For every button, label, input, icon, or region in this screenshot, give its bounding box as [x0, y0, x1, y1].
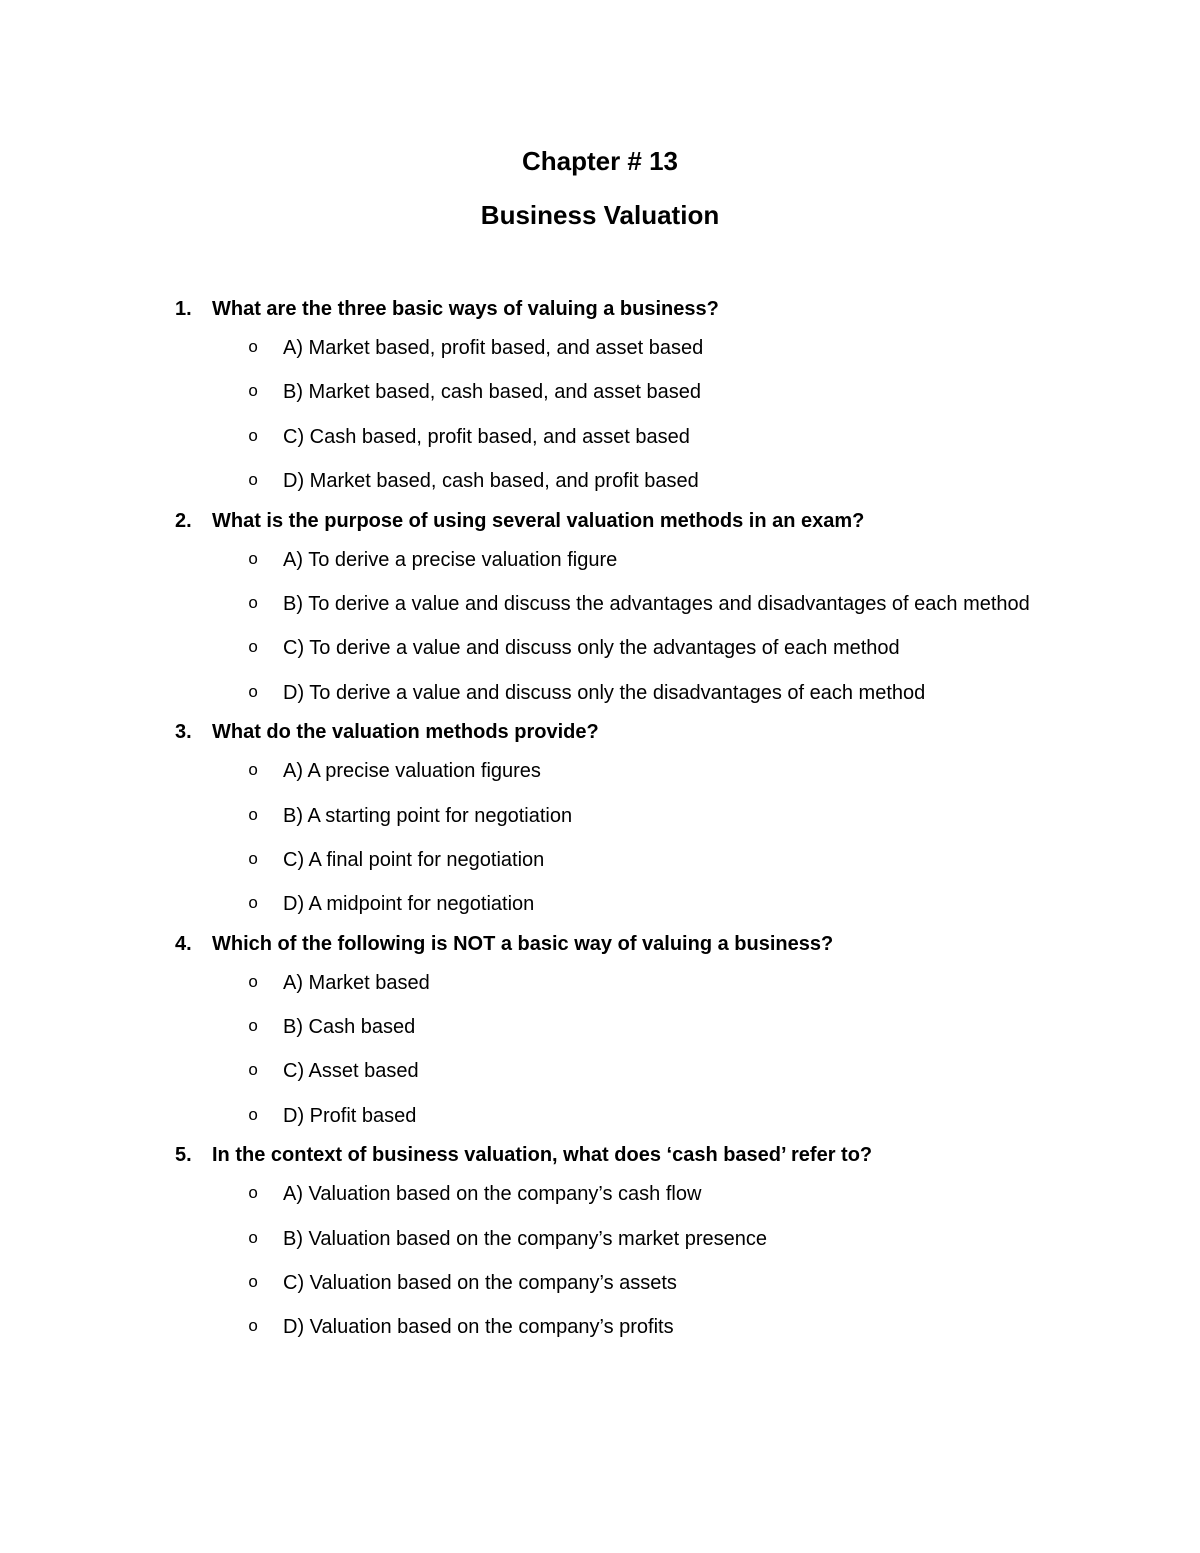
option-list	[0, 538, 1200, 716]
option-item	[0, 415, 1200, 459]
bullet-icon: o	[248, 1106, 259, 1126]
option-text: B) A starting point for negotiation	[283, 804, 573, 827]
question-item	[0, 504, 1200, 716]
question-item	[0, 927, 1200, 1139]
bullet-icon: o	[248, 383, 259, 403]
option-text: C) Valuation based on the company’s assets	[283, 1272, 677, 1295]
question-item	[0, 292, 1200, 504]
option-text: D) Valuation based on the company’s profits	[283, 1316, 674, 1339]
bullet-icon: o	[248, 1274, 259, 1294]
option-item	[0, 1261, 1200, 1305]
option-item	[0, 1305, 1200, 1349]
question-list	[0, 292, 1200, 1350]
bullet-icon: o	[248, 973, 259, 993]
question-item	[0, 715, 1200, 927]
question-number: 3.	[175, 721, 192, 744]
question-text: In the context of business valuation, what does ‘cash based’ refer to?	[212, 1144, 873, 1167]
option-item	[0, 1049, 1200, 1093]
option-text: B) Valuation based on the company’s market presence	[283, 1227, 767, 1250]
bullet-icon: o	[248, 550, 259, 570]
option-item	[0, 1005, 1200, 1049]
option-text: D) A midpoint for negotiation	[283, 893, 535, 916]
option-list	[0, 961, 1200, 1139]
option-item	[0, 961, 1200, 1005]
option-text: B) Market based, cash based, and asset based	[283, 381, 702, 404]
option-item	[0, 838, 1200, 882]
chapter-heading: Chapter # 13	[521, 146, 679, 176]
option-item	[0, 538, 1200, 582]
option-text: C) A final point for negotiation	[283, 848, 545, 871]
bullet-icon: o	[248, 594, 259, 614]
option-text: A) Market based	[283, 971, 430, 994]
bullet-icon: o	[248, 639, 259, 659]
option-text: B) Cash based	[283, 1016, 416, 1039]
bullet-icon: o	[248, 1062, 259, 1082]
question-number: 2.	[175, 509, 192, 532]
question-text: Which of the following is NOT a basic way of valuing a business?	[212, 932, 834, 955]
option-text: D) To derive a value and discuss only the disadvantages of each method	[283, 681, 926, 704]
option-item	[0, 626, 1200, 670]
option-item	[0, 749, 1200, 793]
option-text: C) Asset based	[283, 1060, 419, 1083]
option-text: A) To derive a precise valuation figure	[283, 548, 618, 571]
bullet-icon: o	[248, 850, 259, 870]
option-item	[0, 1094, 1200, 1138]
bullet-icon: o	[248, 1018, 259, 1038]
bullet-icon: o	[248, 762, 259, 782]
question-number: 4.	[175, 932, 192, 955]
option-text: A) Valuation based on the company’s cash flow	[283, 1183, 702, 1206]
option-text: A) Market based, profit based, and asset based	[283, 337, 704, 359]
option-item	[0, 326, 1200, 370]
option-item	[0, 1172, 1200, 1216]
bullet-icon: o	[248, 683, 259, 703]
option-item	[0, 459, 1200, 503]
bullet-icon: o	[248, 339, 259, 358]
option-list	[0, 749, 1200, 927]
bullet-icon: o	[248, 806, 259, 826]
option-text: D) Market based, cash based, and profit based	[283, 470, 699, 493]
question-number: 5.	[175, 1144, 192, 1167]
bullet-icon: o	[248, 472, 259, 492]
option-text: A) A precise valuation figures	[283, 760, 541, 783]
option-item	[0, 794, 1200, 838]
option-list	[0, 326, 1200, 504]
bullet-icon: o	[248, 1318, 259, 1338]
bullet-icon: o	[248, 1185, 259, 1205]
option-text: B) To derive a value and discuss the advantages and disadvantages of each method	[283, 592, 1030, 615]
option-item	[0, 671, 1200, 715]
question-text: What are the three basic ways of valuing a business?	[212, 298, 719, 320]
question-item	[0, 1138, 1200, 1350]
question-number: 1.	[175, 298, 192, 320]
page-title: Business Valuation	[480, 200, 720, 230]
bullet-icon: o	[248, 895, 259, 915]
option-item	[0, 582, 1200, 626]
option-text: D) Profit based	[283, 1104, 417, 1127]
question-text: What do the valuation methods provide?	[212, 721, 599, 744]
option-text: C) Cash based, profit based, and asset based	[283, 425, 690, 448]
bullet-icon: o	[248, 427, 259, 447]
option-list	[0, 1172, 1200, 1350]
option-text: C) To derive a value and discuss only the advantages of each method	[283, 637, 900, 660]
option-item	[0, 370, 1200, 414]
option-item	[0, 882, 1200, 926]
question-text: What is the purpose of using several valuation methods in an exam?	[212, 509, 865, 532]
option-item	[0, 1217, 1200, 1261]
bullet-icon: o	[248, 1229, 259, 1249]
